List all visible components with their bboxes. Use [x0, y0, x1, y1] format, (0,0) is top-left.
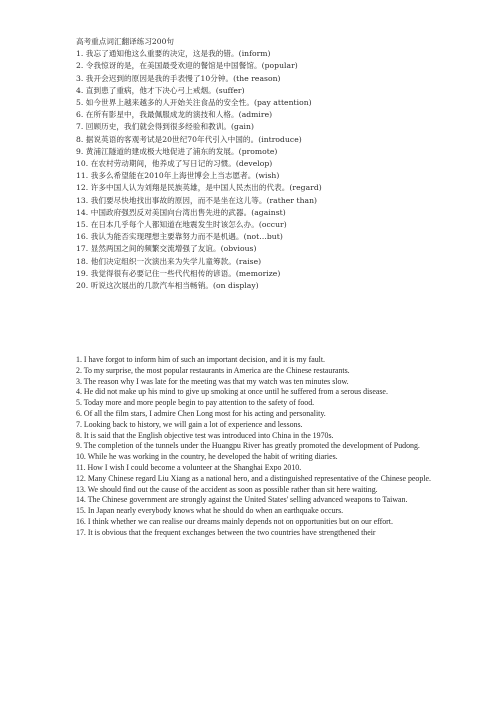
english-item: 7. Looking back to history, we will gain a lot of experience and lessons.	[76, 419, 303, 429]
chinese-item: 20. 听说这次展出的几款汽车相当畅销。(on display)	[76, 281, 259, 291]
english-item: 9. The completion of the tunnels under the Huangpu River has greatly promoted the development of Pudong.	[76, 441, 420, 451]
english-item: 14. The Chinese government are strongly against the United States' selling advanced weapons to Taiwan.	[76, 495, 408, 505]
english-item: 1. I have forgot to inform him of such an important decision, and it is my fault.	[76, 355, 326, 364]
chinese-item: 15. 在日本几乎每个人都知道在地震发生时该怎么办。(occur)	[76, 220, 287, 230]
english-item: 12. Many Chinese regard Liu Xiang as a national hero, and a distinguished representative of the Chinese people.	[76, 473, 431, 483]
chinese-item: 7. 回顾历史，我们就会得到很多经验和教训。(gain)	[76, 122, 254, 132]
chinese-item: 14. 中国政府强烈反对美国向台湾出售先进的武器。(against)	[76, 207, 286, 217]
chinese-item: 2. 令我惊讶的是，在美国最受欢迎的餐馆是中国餐馆。(popular)	[76, 61, 298, 71]
chinese-item: 17. 显然两国之间的频繁交流增强了友谊。(obvious)	[76, 244, 257, 254]
chinese-item: 11. 我多么希望能在2010年上海世博会上当志愿者。(wish)	[76, 171, 280, 181]
english-item: 8. It is said that the English objective test was introduced into China in the 1970s.	[76, 430, 334, 440]
chinese-item: 13. 我们要尽快地找出事故的原因，而不是坐在这儿等。(rather than)	[76, 195, 318, 205]
english-item: 13. We should find out the cause of the accident as soon as possible rather than sit here waiting.	[76, 484, 378, 494]
chinese-item: 4. 直到患了重病，他才下决心弓上戒烟。(suffer)	[76, 85, 245, 95]
english-answers	[76, 355, 440, 539]
chinese-item: 3. 我开会迟到的原因是我的手表慢了10分钟。(the reason)	[76, 73, 281, 83]
english-item: 15. In Japan nearly everybody knows what he should do when an earthquake occurs.	[76, 506, 344, 516]
english-item: 11. How I wish I could become a volunteer at the Shanghai Expo 2010.	[76, 462, 302, 472]
english-item: 17. It is obvious that the frequent exchanges between the two countries have strengthened their	[76, 527, 376, 537]
chinese-item: 5. 如今世界上越来越多的人开始关注食品的安全性。(pay attention)	[76, 98, 312, 108]
chinese-item: 18. 他们决定组织一次演出来为失学儿童筹款。(raise)	[76, 256, 262, 266]
chinese-item: 16. 我认为能否实现理想主要靠努力而不是机遇。(not…but)	[76, 232, 283, 242]
chinese-item: 12. 许多中国人认为刘翔是民族英雄，是中国人民杰出的代表。(regard)	[76, 183, 322, 193]
english-item: 10. While he was working in the country, he developed the habit of writing diaries.	[76, 452, 338, 462]
english-item: 5. Today more and more people begin to pay attention to the safety of food.	[76, 398, 315, 408]
chinese-item: 8. 据说英语的客观考试是20世纪70年代引入中国的。(introduce)	[76, 134, 302, 144]
chinese-item: 9. 黄浦江隧道的建成极大地促进了浦东的发展。(promote)	[76, 146, 278, 156]
english-item: 4. He did not make up his mind to give up smoking at once until he suffered from a serous disease.	[76, 387, 388, 397]
chinese-item: 10. 在农村劳动期间，他养成了写日记的习惯。(develop)	[76, 159, 273, 169]
chinese-item: 1. 我忘了通知他这么重要的决定，这是我的错。(inform)	[76, 49, 271, 59]
english-item: 3. The reason why I was late for the meeting was that my watch was ten minutes slow.	[76, 376, 349, 386]
chinese-exercises	[76, 36, 476, 292]
english-item: 2. To my surprise, the most popular restaurants in America are the Chinese restaurants.	[76, 365, 350, 375]
english-item: 6. Of all the film stars, I admire Chen Long most for his acting and personality.	[76, 408, 326, 418]
english-item: 16. I think whether we can realise our dreams mainly depends not on opportunities but on our effort.	[76, 516, 393, 526]
chinese-item: 19. 我觉得很有必要记住一些代代相传的谚语。(memorize)	[76, 268, 281, 278]
chinese-item: 6. 在所有影星中，我最佩服成龙的演技和人格。(admire)	[76, 110, 273, 120]
page-title: 高考重点词汇翻译练习200句	[76, 37, 175, 46]
